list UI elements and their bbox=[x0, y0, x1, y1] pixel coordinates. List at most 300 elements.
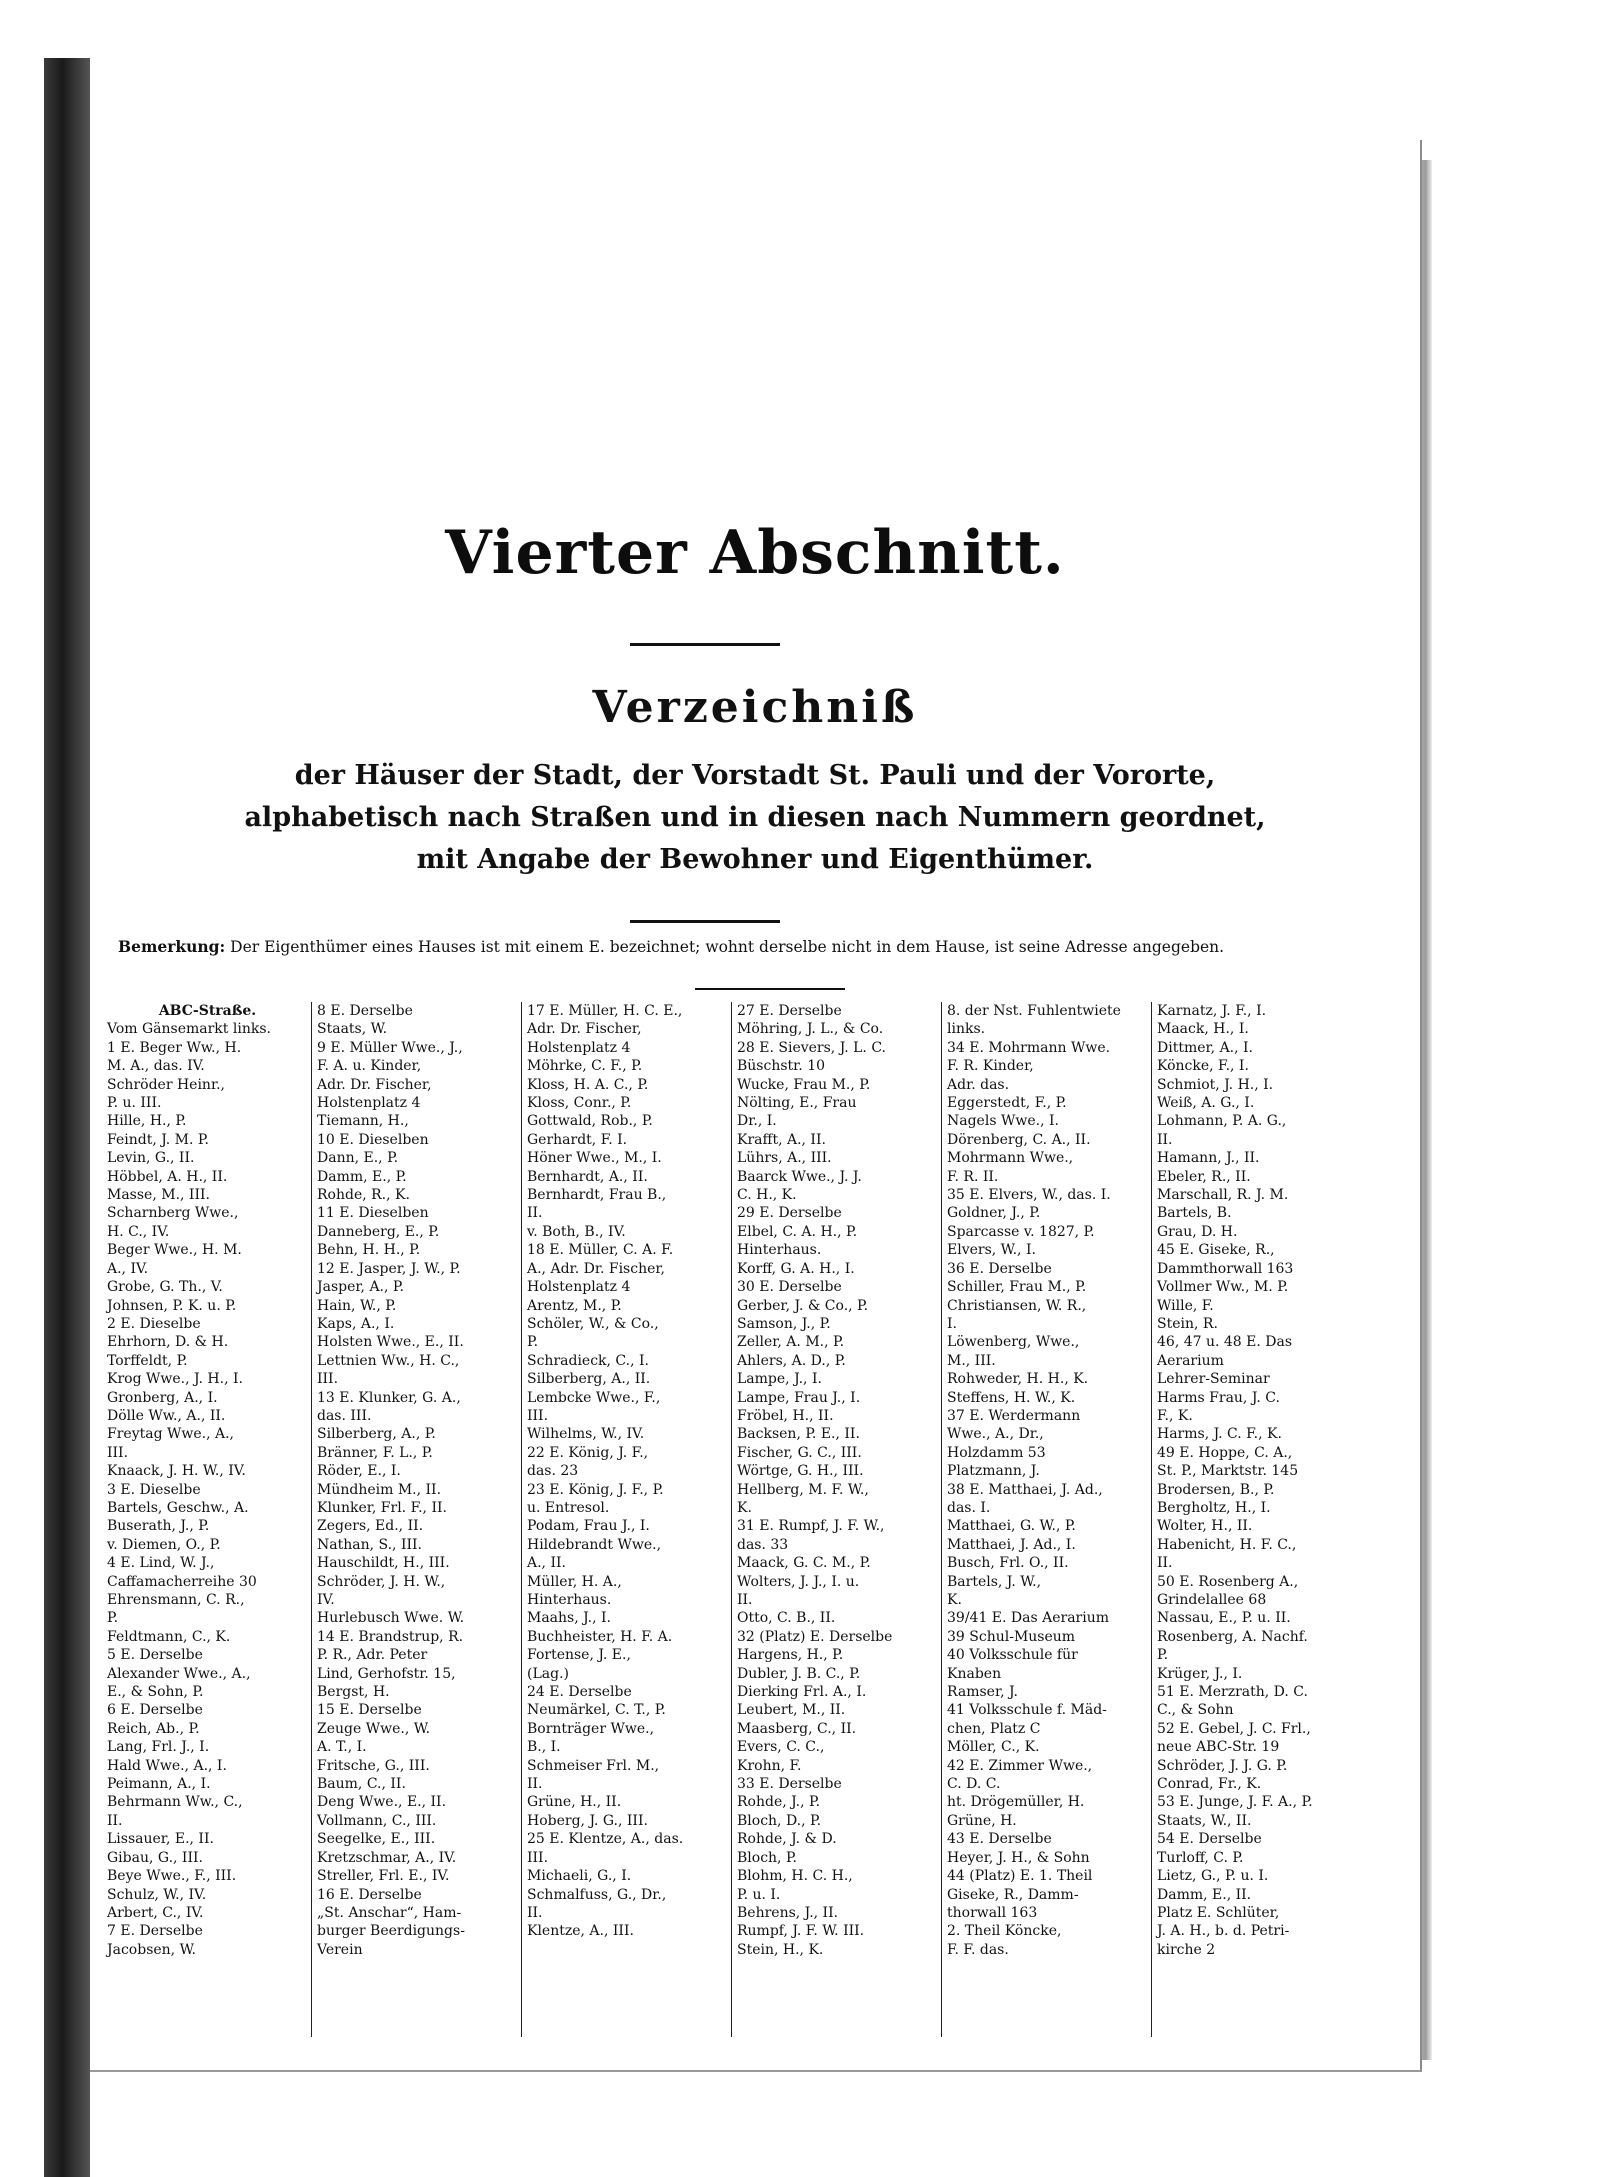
directory-entry: Nassau, E., P. u. II. bbox=[1157, 1610, 1291, 1627]
directory-entry: Verein bbox=[317, 1941, 363, 1958]
directory-entry: kirche 2 bbox=[1157, 1941, 1216, 1958]
directory-entry: Maahs, J., I. bbox=[527, 1610, 611, 1627]
directory-entry: Feindt, J. M. P. bbox=[107, 1131, 209, 1148]
directory-entry: Holstenplatz 4 bbox=[527, 1039, 631, 1056]
directory-entry: Jacobsen, W. bbox=[107, 1941, 196, 1958]
directory-entry: Adr. Dr. Fischer, bbox=[527, 1021, 642, 1038]
directory-entry: Schröder, J. H. W., bbox=[317, 1573, 446, 1590]
directory-entry: Korff, G. A. H., I. bbox=[737, 1260, 855, 1277]
directory-entry: 25 E. Klentze, A., das. bbox=[527, 1831, 684, 1848]
directory-entry: Dr., I. bbox=[737, 1113, 777, 1130]
directory-entry: F., K. bbox=[1157, 1407, 1193, 1424]
directory-entry: Adr. das. bbox=[947, 1076, 1010, 1093]
directory-entry: Scharnberg Wwe., bbox=[107, 1205, 239, 1222]
directory-entry: 7 E. Derselbe bbox=[107, 1923, 203, 1940]
directory-entry: M., III. bbox=[947, 1352, 996, 1369]
directory-entry: 3 E. Dieselbe bbox=[107, 1481, 201, 1498]
directory-entry: Bloch, P. bbox=[737, 1849, 797, 1866]
directory-entry: Gronberg, A., I. bbox=[107, 1389, 218, 1406]
directory-entry: Höbbel, A. H., II. bbox=[107, 1168, 228, 1185]
directory-entry: Krüger, J., I. bbox=[1157, 1665, 1243, 1682]
directory-entry: Holstenplatz 4 bbox=[527, 1279, 631, 1296]
directory-entry: 22 E. König, J. F., bbox=[527, 1444, 649, 1461]
directory-entry: Hargens, H., P. bbox=[737, 1647, 844, 1664]
directory-entry: K. bbox=[947, 1592, 962, 1608]
directory-entry: Goldner, J., P. bbox=[947, 1205, 1041, 1222]
directory-entry: Beger Wwe., H. M. bbox=[107, 1242, 242, 1259]
directory-entry: Silberberg, A., P. bbox=[317, 1426, 436, 1443]
directory-entry: 39 Schul-Museum bbox=[947, 1628, 1076, 1645]
directory-entry: Platzmann, J. bbox=[947, 1463, 1040, 1480]
directory-entry: Behrmann Ww., C., bbox=[107, 1794, 243, 1811]
directory-entry: Köncke, F., I. bbox=[1157, 1058, 1249, 1075]
directory-entry: Kloss, H. A. C., P. bbox=[527, 1076, 649, 1093]
divider-rule bbox=[630, 920, 780, 923]
directory-entry: Nathan, S., III. bbox=[317, 1536, 422, 1553]
directory-entry: Masse, M., III. bbox=[107, 1187, 210, 1204]
directory-entry: IV. bbox=[317, 1592, 335, 1608]
directory-entry: Brodersen, B., P. bbox=[1157, 1481, 1275, 1498]
directory-entry: Ebeler, R., II. bbox=[1157, 1168, 1251, 1185]
directory-entry: das. I. bbox=[947, 1499, 991, 1516]
remark-label: Bemerkung: bbox=[118, 937, 226, 956]
directory-entry: das. 23 bbox=[527, 1463, 579, 1480]
directory-entry: Samson, J., P. bbox=[737, 1315, 831, 1332]
directory-entry: Krog Wwe., J. H., I. bbox=[107, 1371, 243, 1388]
directory-entry: Lampe, J., I. bbox=[737, 1371, 822, 1388]
directory-entry: F. R. Kinder, bbox=[947, 1058, 1034, 1075]
directory-entry: Grüne, H. bbox=[947, 1812, 1017, 1829]
directory-entry: Schöler, W., & Co., bbox=[527, 1315, 659, 1332]
directory-entry: 38 E. Matthaei, J. Ad., bbox=[947, 1481, 1103, 1498]
directory-entry: Sparcasse v. 1827, P. bbox=[947, 1223, 1095, 1240]
directory-entry: Leubert, M., II. bbox=[737, 1702, 846, 1719]
directory-entry: 8. der Nst. Fuhlentwiete bbox=[947, 1003, 1121, 1019]
directory-entry: Rohde, J., P. bbox=[737, 1794, 821, 1811]
directory-entry: Gottwald, Rob., P. bbox=[527, 1113, 653, 1130]
directory-entry: 6 E. Derselbe bbox=[107, 1702, 203, 1719]
directory-entry: 2 E. Dieselbe bbox=[107, 1315, 201, 1332]
directory-entry: Zeller, A. M., P. bbox=[737, 1334, 845, 1351]
directory-entry: Platz E. Schlüter, bbox=[1157, 1904, 1280, 1921]
directory-entry: Hald Wwe., A., I. bbox=[107, 1757, 227, 1774]
directory-entry: Behn, H. H., P. bbox=[317, 1242, 421, 1259]
directory-entry: Freytag Wwe., A., bbox=[107, 1426, 235, 1443]
directory-entry: 53 E. Junge, J. F. A., P. bbox=[1157, 1794, 1313, 1811]
directory-entry: Busch, Frl. O., II. bbox=[947, 1555, 1069, 1572]
directory-entry: Rumpf, J. F. W. III. bbox=[737, 1923, 865, 1940]
directory-entry: 13 E. Klunker, G. A., bbox=[317, 1389, 461, 1406]
directory-column bbox=[732, 1002, 942, 2037]
directory-entry: neue ABC-Str. 19 bbox=[1157, 1739, 1280, 1756]
directory-entry: Hille, H., P. bbox=[107, 1113, 187, 1130]
directory-entry: Habenicht, H. F. C., bbox=[1157, 1536, 1297, 1553]
directory-entry: Gerber, J. & Co., P. bbox=[737, 1297, 869, 1314]
directory-entry: Bernhardt, Frau B., bbox=[527, 1187, 667, 1204]
directory-entry: C. D. C. bbox=[947, 1776, 1001, 1793]
directory-entry: St. P., Marktstr. 145 bbox=[1157, 1463, 1299, 1480]
directory-entry: P. R., Adr. Peter bbox=[317, 1647, 428, 1664]
directory-entry: Gerhardt, F. I. bbox=[527, 1131, 628, 1148]
directory-entry: Baarck Wwe., J. J. bbox=[737, 1168, 862, 1185]
directory-entry: Hoberg, J. G., III. bbox=[527, 1812, 648, 1829]
directory-entry: Rohde, J. & D. bbox=[737, 1831, 837, 1848]
remark-text: Der Eigenthümer eines Hauses ist mit einem E. bezeichnet; wohnt derselbe nicht in dem Hause, ist seine Adresse angegeben. bbox=[230, 938, 1225, 956]
directory-entry: Fritsche, G., III. bbox=[317, 1757, 430, 1774]
directory-entry: 32 (Platz) E. Derselbe bbox=[737, 1628, 893, 1645]
directory-entry: Hildebrandt Wwe., bbox=[527, 1536, 662, 1553]
directory-entry: Giseke, R., Damm- bbox=[947, 1886, 1079, 1903]
directory-entry: 43 E. Derselbe bbox=[947, 1831, 1052, 1848]
directory-entry: 54 E. Derselbe bbox=[1157, 1831, 1262, 1848]
directory-entry: III. bbox=[107, 1444, 129, 1461]
directory-entry: F. A. u. Kinder, bbox=[317, 1058, 422, 1075]
directory-entry: Zegers, Ed., II. bbox=[317, 1518, 424, 1535]
directory-entry: Vollmann, C., III. bbox=[317, 1812, 437, 1829]
directory-entry: Maasberg, C., II. bbox=[737, 1720, 857, 1737]
directory-entry: Buserath, J., P. bbox=[107, 1518, 210, 1535]
directory-entry: Beye Wwe., F., III. bbox=[107, 1868, 237, 1885]
directory-entry: Lind, Gerhofstr. 15, bbox=[317, 1665, 456, 1682]
directory-entry: Feldtmann, C., K. bbox=[107, 1628, 231, 1645]
directory-entry: 44 (Platz) E. 1. Theil bbox=[947, 1868, 1093, 1885]
directory-entry: Lettnien Ww., H. C., bbox=[317, 1352, 460, 1369]
directory-entry: Schiller, Frau M., P. bbox=[947, 1279, 1087, 1296]
directory-entry: Marschall, R. J. M. bbox=[1157, 1187, 1289, 1204]
directory-entry: Staats, W., II. bbox=[1157, 1812, 1252, 1829]
directory-entry: Neumärkel, C. T., P. bbox=[527, 1702, 666, 1719]
directory-entry: Blohm, H. C. H., bbox=[737, 1868, 853, 1885]
directory-entry: Knaben bbox=[947, 1665, 1002, 1682]
directory-entry: Bergst, H. bbox=[317, 1684, 390, 1701]
directory-entry: 4 E. Lind, W. J., bbox=[107, 1555, 215, 1572]
directory-entry: Danneberg, E., P. bbox=[317, 1223, 440, 1240]
directory-entry: Hinterhaus. bbox=[527, 1592, 612, 1608]
directory-entry: II. bbox=[1157, 1555, 1173, 1572]
directory-entry: Dubler, J. B. C., P. bbox=[737, 1665, 861, 1682]
directory-entry: Kloss, Conr., P. bbox=[527, 1095, 632, 1112]
directory-entry: „St. Anschar“, Ham- bbox=[317, 1904, 462, 1921]
directory-entry: Bartels, J. W., bbox=[947, 1573, 1042, 1590]
remark bbox=[118, 937, 1408, 956]
directory-entry: v. Diemen, O., P. bbox=[107, 1536, 221, 1553]
directory-entry: II. bbox=[107, 1812, 123, 1829]
directory-entry: Torffeldt, P. bbox=[107, 1352, 188, 1369]
directory-entry: Knaack, J. H. W., IV. bbox=[107, 1463, 246, 1480]
directory-entry: II. bbox=[1157, 1131, 1173, 1148]
directory-entry: Büschstr. 10 bbox=[737, 1058, 826, 1075]
directory-entry: Fröbel, H., II. bbox=[737, 1407, 834, 1424]
directory-entry: Bernhardt, A., II. bbox=[527, 1168, 648, 1185]
directory-entry: Wwe., A., Dr., bbox=[947, 1426, 1044, 1443]
directory-entry: F. F. das. bbox=[947, 1941, 1009, 1958]
directory-entry: Tiemann, H., bbox=[317, 1113, 409, 1130]
directory-entry: Wucke, Frau M., P. bbox=[737, 1076, 871, 1093]
directory-entry: 39/41 E. Das Aerarium bbox=[947, 1610, 1110, 1627]
directory-entry: 1 E. Beger Ww., H. bbox=[107, 1039, 242, 1056]
directory-entry: 31 E. Rumpf, J. F. W., bbox=[737, 1518, 885, 1535]
directory-entry: Harms Frau, J. C. bbox=[1157, 1389, 1280, 1406]
directory-entry: 11 E. Dieselben bbox=[317, 1205, 429, 1222]
directory-entry: 36 E. Derselbe bbox=[947, 1260, 1052, 1277]
directory-entry: 17 E. Müller, H. C. E., bbox=[527, 1003, 683, 1019]
directory-entry: Ehrensmann, C. R., bbox=[107, 1592, 245, 1608]
directory-entry: 41 Volksschule f. Mäd- bbox=[947, 1702, 1107, 1719]
directory-entry: P. bbox=[107, 1610, 119, 1627]
directory-entry: A., Adr. Dr. Fischer, bbox=[527, 1260, 665, 1277]
directory-entry: Wilhelms, W., IV. bbox=[527, 1426, 645, 1443]
directory-entry: Caffamacherreihe 30 bbox=[107, 1573, 257, 1590]
directory-entry: I. bbox=[947, 1315, 957, 1332]
directory-entry: v. Both, B., IV. bbox=[527, 1223, 626, 1240]
directory-entry: Behrens, J., II. bbox=[737, 1904, 839, 1921]
directory-entry: Holzdamm 53 bbox=[947, 1444, 1046, 1461]
directory-entry: Dittmer, A., I. bbox=[1157, 1039, 1254, 1056]
directory-entry: Damm, E., II. bbox=[1157, 1886, 1252, 1903]
directory-entry: II. bbox=[527, 1205, 543, 1222]
directory-entry: links. bbox=[947, 1021, 986, 1038]
directory-entry: Wörtge, G. H., III. bbox=[737, 1463, 864, 1480]
directory-entry: das. 33 bbox=[737, 1536, 789, 1553]
directory-entry: 10 E. Dieselben bbox=[317, 1131, 429, 1148]
directory-entry: Dierking Frl. A., I. bbox=[737, 1684, 867, 1701]
directory-entry: Lührs, A., III. bbox=[737, 1150, 832, 1167]
directory-entry: Klentze, A., III. bbox=[527, 1923, 634, 1940]
directory-entry: Mündheim M., II. bbox=[317, 1481, 442, 1498]
directory-entry: Grau, D. H. bbox=[1157, 1223, 1238, 1240]
directory-entry: Fortense, J. E., bbox=[527, 1647, 631, 1664]
directory-entry: 40 Volksschule für bbox=[947, 1647, 1078, 1664]
directory-entry: Lietz, G., P. u. I. bbox=[1157, 1868, 1269, 1885]
directory-entry: u. Entresol. bbox=[527, 1499, 610, 1516]
directory-entry: 14 E. Brandstrup, R. bbox=[317, 1628, 464, 1645]
directory-entry: Bartels, Geschw., A. bbox=[107, 1499, 249, 1516]
description bbox=[170, 755, 1340, 881]
directory-entry: 37 E. Werdermann bbox=[947, 1407, 1081, 1424]
directory-entry: Schröder Heinr., bbox=[107, 1076, 226, 1093]
directory-entry: Lehrer-Seminar bbox=[1157, 1371, 1270, 1388]
directory-entry: 34 E. Mohrmann Wwe. bbox=[947, 1039, 1111, 1056]
directory-entry: Schulz, W., IV. bbox=[107, 1886, 207, 1903]
directory-entry: Bränner, F. L., P. bbox=[317, 1444, 433, 1461]
directory-entry: Evers, C. C., bbox=[737, 1739, 825, 1756]
description-line: alphabetisch nach Straßen und in diesen nach Nummern geordnet, bbox=[244, 802, 1266, 833]
directory-entry: Lang, Frl. J., I. bbox=[107, 1739, 210, 1756]
directory-entry: Backsen, P. E., II. bbox=[737, 1426, 860, 1443]
directory-entry: Löwenberg, Wwe., bbox=[947, 1334, 1080, 1351]
directory-entry: Möller, C., K. bbox=[947, 1739, 1040, 1756]
directory-entry: Johnsen, P. K. u. P. bbox=[107, 1297, 237, 1314]
directory-entry: Lampe, Frau J., I. bbox=[737, 1389, 861, 1406]
directory-entry: Kaps, A., I. bbox=[317, 1315, 395, 1332]
directory-entry: 51 E. Merzrath, D. C. bbox=[1157, 1684, 1308, 1701]
directory-column bbox=[522, 1002, 732, 2037]
divider-rule bbox=[695, 988, 845, 990]
directory-entry: 49 E. Hoppe, C. A., bbox=[1157, 1444, 1293, 1461]
directory-entry: chen, Platz C bbox=[947, 1720, 1041, 1737]
directory-entry: III. bbox=[527, 1407, 549, 1424]
directory-entry: 2. Theil Köncke, bbox=[947, 1923, 1062, 1940]
directory-entry: Elbel, C. A. H., P. bbox=[737, 1223, 858, 1240]
directory-entry: Staats, W. bbox=[317, 1021, 388, 1038]
directory-entry: Schmiot, J. H., I. bbox=[1157, 1076, 1274, 1093]
directory-entry: 45 E. Giseke, R., bbox=[1157, 1242, 1275, 1259]
directory-entry: 46, 47 u. 48 E. Das bbox=[1157, 1334, 1293, 1351]
document-page bbox=[90, 140, 1422, 2072]
directory-entry: Schradieck, C., I. bbox=[527, 1352, 649, 1369]
directory-entry: Seegelke, E., III. bbox=[317, 1831, 436, 1848]
directory-entry: Adr. Dr. Fischer, bbox=[317, 1076, 432, 1093]
directory-entry: 27 E. Derselbe bbox=[737, 1003, 842, 1019]
directory-entry: Streller, Frl. E., IV. bbox=[317, 1868, 450, 1885]
directory-entry: Arentz, M., P. bbox=[527, 1297, 622, 1314]
directory-entry: burger Beerdigungs- bbox=[317, 1923, 465, 1940]
directory-entry: Fischer, G. C., III. bbox=[737, 1444, 862, 1461]
directory-entry: Rohde, R., K. bbox=[317, 1187, 410, 1204]
directory-entry: Elvers, W., I. bbox=[947, 1242, 1036, 1259]
directory-entry: B., I. bbox=[527, 1739, 561, 1756]
directory-entry: Schröder, J. J. G. P. bbox=[1157, 1757, 1288, 1774]
directory-entry: 50 E. Rosenberg A., bbox=[1157, 1573, 1299, 1590]
directory-entry: Krafft, A., II. bbox=[737, 1131, 826, 1148]
directory-entry: Dörenberg, C. A., II. bbox=[947, 1131, 1091, 1148]
description-line: mit Angabe der Bewohner und Eigenthümer. bbox=[416, 844, 1094, 875]
directory-entry: Stein, R. bbox=[1157, 1315, 1218, 1332]
directory-entry: Lembcke Wwe., F., bbox=[527, 1389, 661, 1406]
directory-entry: Matthaei, G. W., P. bbox=[947, 1518, 1076, 1535]
directory-entry: Peimann, A., I. bbox=[107, 1776, 211, 1793]
directory-entry: Hain, W., P. bbox=[317, 1297, 397, 1314]
directory-entry: III. bbox=[527, 1849, 549, 1866]
directory-entry: K. bbox=[737, 1499, 752, 1516]
directory-entry: 12 E. Jasper, J. W., P. bbox=[317, 1260, 461, 1277]
directory-entry: Arbert, C., IV. bbox=[107, 1904, 204, 1921]
directory-entry: C. H., K. bbox=[737, 1187, 797, 1204]
directory-entry: Klunker, Frl. F., II. bbox=[317, 1499, 447, 1516]
directory-entry: Hurlebusch Wwe. W. bbox=[317, 1610, 465, 1627]
directory-entry: Stein, H., K. bbox=[737, 1941, 824, 1958]
directory-entry: Bloch, D., P. bbox=[737, 1812, 822, 1829]
directory-entry: Rohweder, H. H., K. bbox=[947, 1371, 1089, 1388]
directory-entry: 42 E. Zimmer Wwe., bbox=[947, 1757, 1093, 1774]
directory-entry: Lissauer, E., II. bbox=[107, 1831, 214, 1848]
directory-entry: Weiß, A. G., I. bbox=[1157, 1095, 1255, 1112]
directory-entry: Wolter, H., II. bbox=[1157, 1518, 1253, 1535]
directory-entry: Hellberg, M. F. W., bbox=[737, 1481, 869, 1498]
directory-entry: Schmeiser Frl. M., bbox=[527, 1757, 660, 1774]
directory-entry: 29 E. Derselbe bbox=[737, 1205, 842, 1222]
directory-entry: Baum, C., II. bbox=[317, 1776, 406, 1793]
directory-entry: Bergholtz, H., I. bbox=[1157, 1499, 1271, 1516]
directory-entry: Christiansen, W. R., bbox=[947, 1297, 1087, 1314]
directory-entry: C., & Sohn bbox=[1157, 1702, 1234, 1719]
subtitle: Verzeichniß bbox=[592, 682, 918, 733]
directory-entry: Dann, E., P. bbox=[317, 1150, 399, 1167]
directory-entry: II. bbox=[527, 1776, 543, 1793]
directory-entry: Harms, J. C. F., K. bbox=[1157, 1426, 1282, 1443]
directory-entry: Vollmer Ww., M. P. bbox=[1157, 1279, 1289, 1296]
directory-entry: Otto, C. B., II. bbox=[737, 1610, 836, 1627]
directory-entry: Dammthorwall 163 bbox=[1157, 1260, 1294, 1277]
directory-entry: Lohmann, P. A. G., bbox=[1157, 1113, 1287, 1130]
directory-entry: ABC-Straße. bbox=[158, 1003, 257, 1019]
directory-entry: Bartels, B. bbox=[1157, 1205, 1232, 1222]
directory-entry: Maack, G. C. M., P. bbox=[737, 1555, 871, 1572]
directory-entry: Heyer, J. H., & Sohn bbox=[947, 1849, 1090, 1866]
directory-entry: II. bbox=[527, 1904, 543, 1921]
directory-entry: Aerarium bbox=[1157, 1352, 1224, 1369]
directory-entry: Karnatz, J. F., I. bbox=[1157, 1003, 1267, 1019]
directory-entry: 5 E. Derselbe bbox=[107, 1647, 203, 1664]
directory-entry: Ramser, J. bbox=[947, 1684, 1018, 1701]
directory-column bbox=[102, 1002, 312, 2037]
directory-entry: Gibau, G., III. bbox=[107, 1849, 203, 1866]
directory-entry: P. u. I. bbox=[737, 1886, 781, 1903]
directory-entry: Conrad, Fr., K. bbox=[1157, 1776, 1262, 1793]
directory-entry: Turloff, C. P. bbox=[1157, 1849, 1244, 1866]
description-line: der Häuser der Stadt, der Vorstadt St. Pauli und der Vororte, bbox=[294, 760, 1216, 791]
directory-entry: Levin, G., II. bbox=[107, 1150, 195, 1167]
directory-entry: Alexander Wwe., A., bbox=[107, 1665, 251, 1682]
section-title: Vierter Abschnitt. bbox=[445, 518, 1065, 588]
directory-entry: ht. Drögemüller, H. bbox=[947, 1794, 1085, 1811]
directory-entry: Holstenplatz 4 bbox=[317, 1095, 421, 1112]
directory-entry: Grobe, G. Th., V. bbox=[107, 1279, 223, 1296]
directory-entry: III. bbox=[317, 1371, 339, 1388]
directory-entry: 9 E. Müller Wwe., J., bbox=[317, 1039, 463, 1056]
directory-entry: Möhring, J. L., & Co. bbox=[737, 1021, 884, 1038]
directory-entry: Dölle Ww., A., II. bbox=[107, 1407, 226, 1424]
directory-entry: Deng Wwe., E., II. bbox=[317, 1794, 447, 1811]
directory-entry: 23 E. König, J. F., P. bbox=[527, 1481, 664, 1498]
directory-entry: 28 E. Sievers, J. L. C. bbox=[737, 1039, 886, 1056]
directory-entry: Mohrmann Wwe., bbox=[947, 1150, 1074, 1167]
directory-entry: 33 E. Derselbe bbox=[737, 1776, 842, 1793]
directory-entry: Grindelallee 68 bbox=[1157, 1592, 1267, 1608]
directory-entry: Nölting, E., Frau bbox=[737, 1095, 857, 1112]
directory-entry: Krohn, F. bbox=[737, 1757, 802, 1774]
directory-entry: F. R. II. bbox=[947, 1168, 999, 1185]
directory-entry: Rosenberg, A. Nachf. bbox=[1157, 1628, 1308, 1645]
directory-entry: E., & Sohn, P. bbox=[107, 1684, 204, 1701]
directory-columns bbox=[102, 1002, 1402, 2037]
directory-entry: 8 E. Derselbe bbox=[317, 1003, 413, 1019]
directory-entry: 52 E. Gebel, J. C. Frl., bbox=[1157, 1720, 1311, 1737]
directory-entry: Bornträger Wwe., bbox=[527, 1720, 655, 1737]
directory-entry: Buchheister, H. F. A. bbox=[527, 1628, 673, 1645]
directory-entry: Nagels Wwe., I. bbox=[947, 1113, 1059, 1130]
directory-entry: H. C., IV. bbox=[107, 1223, 170, 1240]
directory-entry: A., IV. bbox=[107, 1260, 149, 1277]
directory-entry: Höner Wwe., M., I. bbox=[527, 1150, 662, 1167]
directory-entry: Zeuge Wwe., W. bbox=[317, 1720, 431, 1737]
directory-entry: Steffens, H. W., K. bbox=[947, 1389, 1076, 1406]
directory-entry: Ahlers, A. D., P. bbox=[737, 1352, 846, 1369]
directory-entry: Vom Gänsemarkt links. bbox=[107, 1021, 271, 1038]
directory-entry: Wolters, J. J., I. u. bbox=[737, 1573, 860, 1590]
directory-entry: Grüne, H., II. bbox=[527, 1794, 622, 1811]
directory-entry: 15 E. Derselbe bbox=[317, 1702, 422, 1719]
directory-entry: Maack, H., I. bbox=[1157, 1021, 1249, 1038]
directory-entry: Schmalfuss, G., Dr., bbox=[527, 1886, 667, 1903]
directory-entry: P. bbox=[1157, 1647, 1169, 1664]
directory-entry: II. bbox=[737, 1592, 753, 1608]
divider-rule bbox=[630, 643, 780, 646]
directory-entry: Silberberg, A., II. bbox=[527, 1371, 651, 1388]
directory-entry: Hinterhaus. bbox=[737, 1242, 822, 1259]
directory-entry: P. bbox=[527, 1334, 539, 1351]
directory-entry: Wille, F. bbox=[1157, 1297, 1214, 1314]
